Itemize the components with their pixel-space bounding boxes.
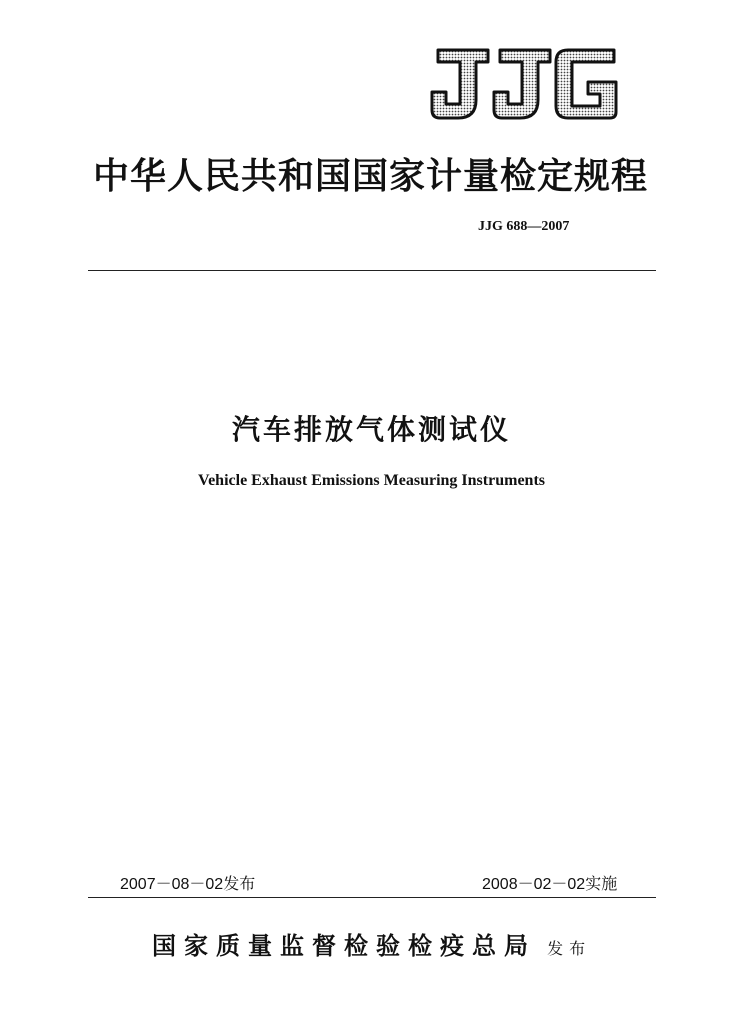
- subject-title-english: Vehicle Exhaust Emissions Measuring Instruments: [197, 472, 545, 489]
- issuer-name: 国家质量监督检验检疫总局: [152, 931, 536, 960]
- issue-date: 2007－08－02发布: [120, 876, 256, 893]
- top-divider: [88, 270, 656, 271]
- subject-title-chinese: 汽车排放气体测试仪: [231, 413, 511, 446]
- standard-code: JJG 688—2007: [478, 219, 570, 234]
- issuing-authority: [152, 926, 591, 961]
- regulation-title: 中华人民共和国国家计量检定规程: [92, 155, 648, 197]
- implementation-date: 2008－02－02实施: [482, 876, 618, 893]
- jjg-logo-icon: [430, 44, 620, 124]
- bottom-divider: [88, 897, 656, 898]
- issuer-suffix: 发布: [547, 939, 592, 958]
